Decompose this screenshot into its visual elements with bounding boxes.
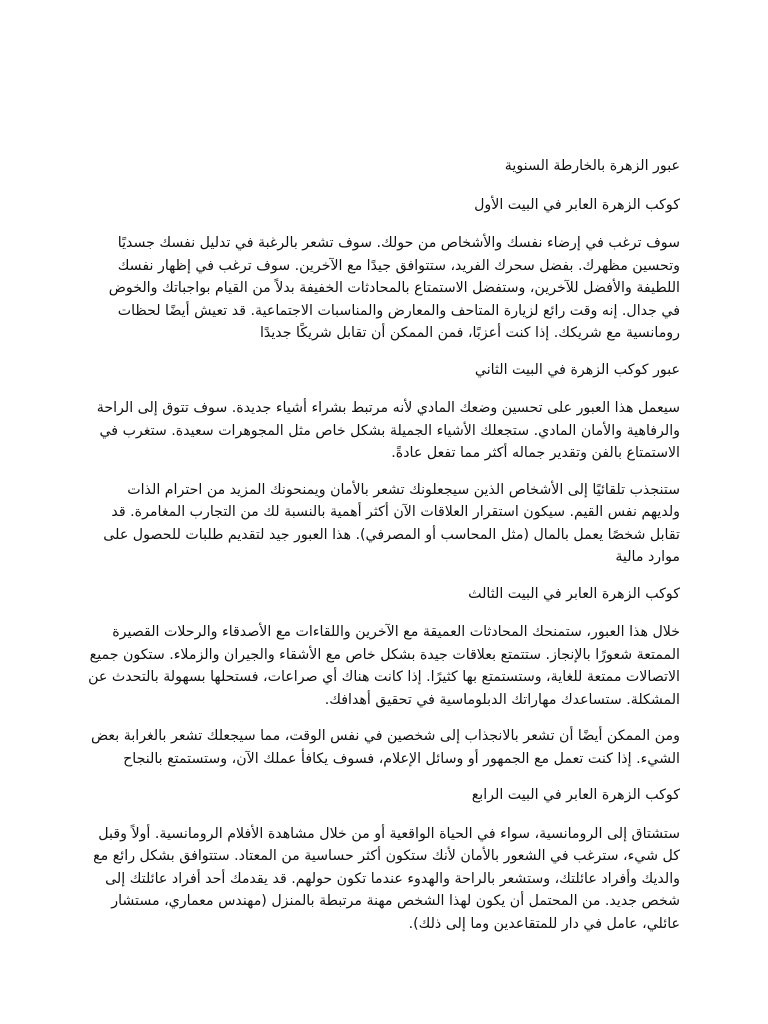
section-heading-house-1: كوكب الزهرة العابر في البيت الأول <box>474 196 680 213</box>
section-paragraph: ستشتاق إلى الرومانسية، سواء في الحياة الواقعية أو من خلال مشاهدة الأفلام الرومانسية. أولاً وقبل كل شيء، سترغب في الشعور بالأمان لأنك ستكون أكثر حساسية من المعتاد. ستتوافق بشكل رائع مع والديك وأفراد عائلتك، وستشعر بالراحة والهدوء عندما تكون حولهم. قد يقدمك أحد أفراد عائلتك إلى شخص جديد. من المحتمل أن يكون لهذا الشخص مهنة مرتبطة بالمنزل (مهندس معماري، مستشار عائلي، عامل في دار للمتقاعدين وما إلى ذلك). <box>93 825 680 932</box>
document-page <box>88 155 680 949</box>
document-title: عبور الزهرة بالخارطة السنوية <box>504 158 680 174</box>
section-heading-house-4: كوكب الزهرة العابر في البيت الرابع <box>471 787 680 803</box>
section-paragraph: سوف ترغب في إرضاء نفسك والأشخاص من حولك. سوف تشعر بالرغبة في تدليل نفسك جسديًا وتحسين مظهرك. بفضل سحرك الفريد، ستتوافق جيدًا مع الآخرين. سوف ترغب في إظهار نفسك اللطيفة والأفضل للآخرين، وستفضل الاستمتاع بالمحادثات الخفيفة بدلاً من القيام بواجباتك والخوض في جدال. إنه وقت رائع لزيارة المتاحف والمعارض والمناسبات الاجتماعية. قد تعيش أيضًا لحظات رومانسية مع شريكك. إذا كنت أعزبًا، فمن الممكن أن تقابل شريكًا جديدًا <box>108 235 680 341</box>
section-paragraph: خلال هذا العبور، ستمنحك المحادثات العميقة مع الآخرين واللقاءات مع الأصدقاء والرحلات القصيرة الممتعة شعورًا بالإنجاز. ستتمتع بعلاقات جيدة بشكل خاص مع الأشقاء والجيران والزملاء. ستكون جميع الاتصالات ممتعة للغاية، وستستمتع بها كثيرًا. إذا كانت هناك أي صراعات، فستحلها بسهولة بالتحدث عن المشكلة. ستساعدك مهاراتك الدبلوماسية في تحقيق أهدافك. <box>88 624 680 708</box>
section-heading-house-3: كوكب الزهرة العابر في البيت الثالث <box>468 585 680 602</box>
section-paragraph: ستنجذب تلقائيًا إلى الأشخاص الذين سيجعلونك تشعر بالأمان ويمنحونك المزيد من احترام الذات ولديهم نفس القيم. سيكون استقرار العلاقات الآن أكثر أهمية بالنسبة لك من التجارب المغامرة. قد تقابل شخصًا يعمل بالمال (مثل المحاسب أو المصرفي). هذا العبور جيد لتقديم طلبات للحصول على موارد مالية <box>103 481 680 565</box>
section-heading-house-2: عبور كوكب الزهرة في البيت الثاني <box>474 361 680 378</box>
section-paragraph: سيعمل هذا العبور على تحسين وضعك المادي لأنه مرتبط بشراء أشياء جديدة. سوف تتوق إلى الراحة والرفاهية والأمان المادي. ستجعلك الأشياء الجميلة بشكل خاص مثل المجوهرات سعيدة. ستغرب في الاستمتاع بالفن وتقدير جماله أكثر مما تفعل عادةً. <box>96 400 680 461</box>
section-paragraph: ومن الممكن أيضًا أن تشعر بالانجذاب إلى شخصين في نفس الوقت، مما سيجعلك تشعر بالغرابة بعض الشيء. إذا كنت تعمل مع الجمهور أو وسائل الإعلام، فسوف يكافأ عملك الآن، وستستمتع بالنجاح <box>91 728 680 767</box>
